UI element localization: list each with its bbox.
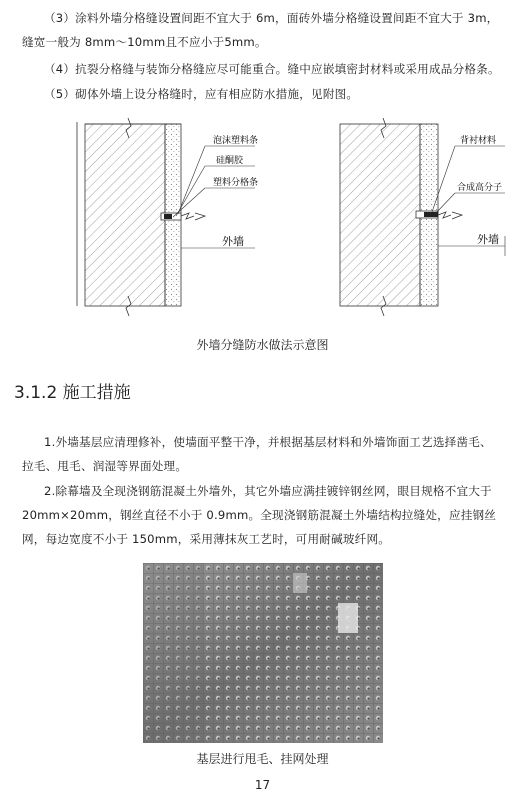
label-silicone: 硅酮胶 [216, 156, 244, 166]
figure-caption: 外墙分缝防水做法示意图 [196, 338, 329, 352]
paragraph-joint-spacing: （3）涂料外墙分格缝设置间距不宜大于 6m，面砖外墙分格缝设置间距不宜大于 3m，缝宽一般为 8mm～10mm且不应小于5mm。 [22, 11, 499, 49]
left-detail [77, 118, 258, 316]
section-heading: 3.1.2 施工措施 [14, 383, 131, 403]
paragraph-masonry-joint: （5）砌体外墙上设分格缝时，应有相应防水措施，见附图。 [44, 87, 359, 101]
joint-waterproof-diagram [0, 118, 525, 333]
label-plastic-strip: 塑料分格条 [213, 178, 259, 188]
paragraph-base-treatment: 1.外墙基层应清理修补，使墙面平整干净，并根据基层材料和外墙饰面工艺选择凿毛、拉毛、甩毛、润湿等界面处理。 [22, 435, 492, 473]
photo-caption: 基层进行甩毛、挂网处理 [196, 752, 329, 766]
label-exterior-wall-left: 外墙 [222, 235, 244, 248]
label-backing-material: 背衬材料 [460, 136, 497, 146]
label-exterior-wall-right: 外墙 [477, 233, 499, 246]
right-detail [340, 118, 505, 316]
label-polymer: 合成高分子 [457, 183, 503, 193]
paragraph-wire-mesh: 2.除幕墙及全现浇钢筋混凝土外墙外，其它外墙应满挂镀锌钢丝网，眼目规格不宜大于20mm×20mm，钢丝直径不小于 0.9mm。全现浇钢筋混凝土外墙结构拉缝处，应挂钢丝网，每边宽度不小于 150mm，采用薄抹灰工艺时，可用耐碱玻纤网。 [22, 484, 497, 546]
construction-photo [143, 563, 383, 743]
paragraph-joint-coincide: （4）抗裂分格缝与装饰分格缝应尽可能重合。缝中应嵌填密封材料或采用成品分格条。 [44, 62, 500, 76]
page-number: 17 [254, 778, 271, 792]
label-foam-strip: 泡沫塑料条 [213, 136, 259, 146]
